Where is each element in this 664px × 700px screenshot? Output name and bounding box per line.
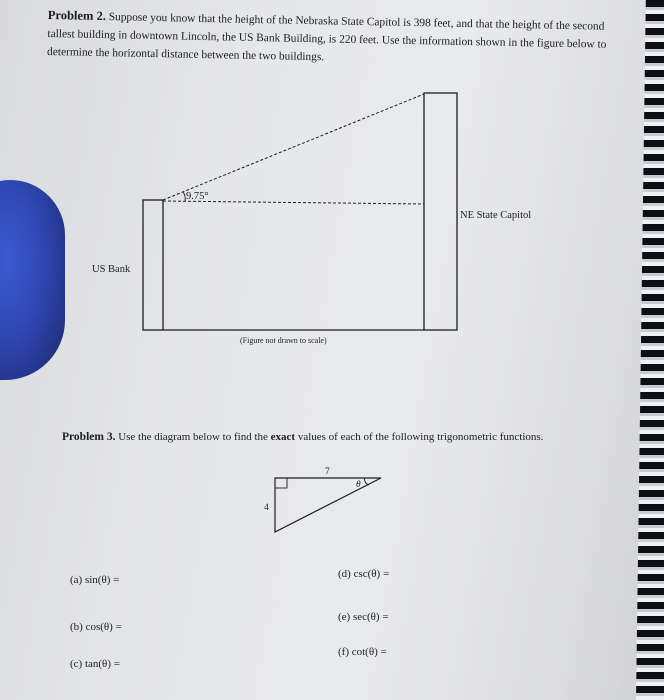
top-side-label: 7	[325, 467, 330, 477]
problem-3-exact: exact	[270, 431, 296, 443]
question-f: (f) cot(θ) =	[338, 646, 387, 658]
problem-2-text: Suppose you know that the height of the Nebraska State Capitol is 398 feet, and that the height of the second tallest building in downtown Lincoln, the US Bank Building, is 220 feet. Use the information shown in the figure below to determine the horizontal distance between the two buildings.	[47, 11, 607, 64]
capitol-label: NE State Capitol	[460, 210, 532, 221]
us-bank-building	[143, 200, 163, 330]
figure-caption: (Figure not drawn to scale)	[240, 336, 327, 345]
theta-label: θ	[356, 480, 361, 490]
angled-sight-line	[163, 94, 424, 200]
right-triangle	[275, 478, 381, 532]
question-b: (b) cos(θ) =	[70, 621, 122, 633]
problem-3	[62, 428, 582, 447]
problem-3-label: Problem 3.	[62, 431, 116, 443]
capitol-building	[424, 93, 457, 330]
right-angle-marker	[275, 478, 287, 488]
question-e: (e) sec(θ) =	[338, 611, 389, 623]
left-side-label: 4	[264, 503, 269, 513]
angle-arc	[183, 192, 185, 201]
question-a: (a) sin(θ) =	[70, 574, 120, 586]
us-bank-label: US Bank	[92, 264, 131, 275]
problem-3-text-after: values of each of the following trigonometric functions.	[297, 431, 544, 443]
problem-3-text-before: Use the diagram below to find the	[118, 431, 268, 443]
question-d: (d) csc(θ) =	[338, 568, 390, 580]
angle-label: 9.75°	[186, 191, 209, 202]
question-c: (c) tan(θ) =	[70, 658, 120, 670]
problem-2-label: Problem 2.	[47, 7, 107, 24]
